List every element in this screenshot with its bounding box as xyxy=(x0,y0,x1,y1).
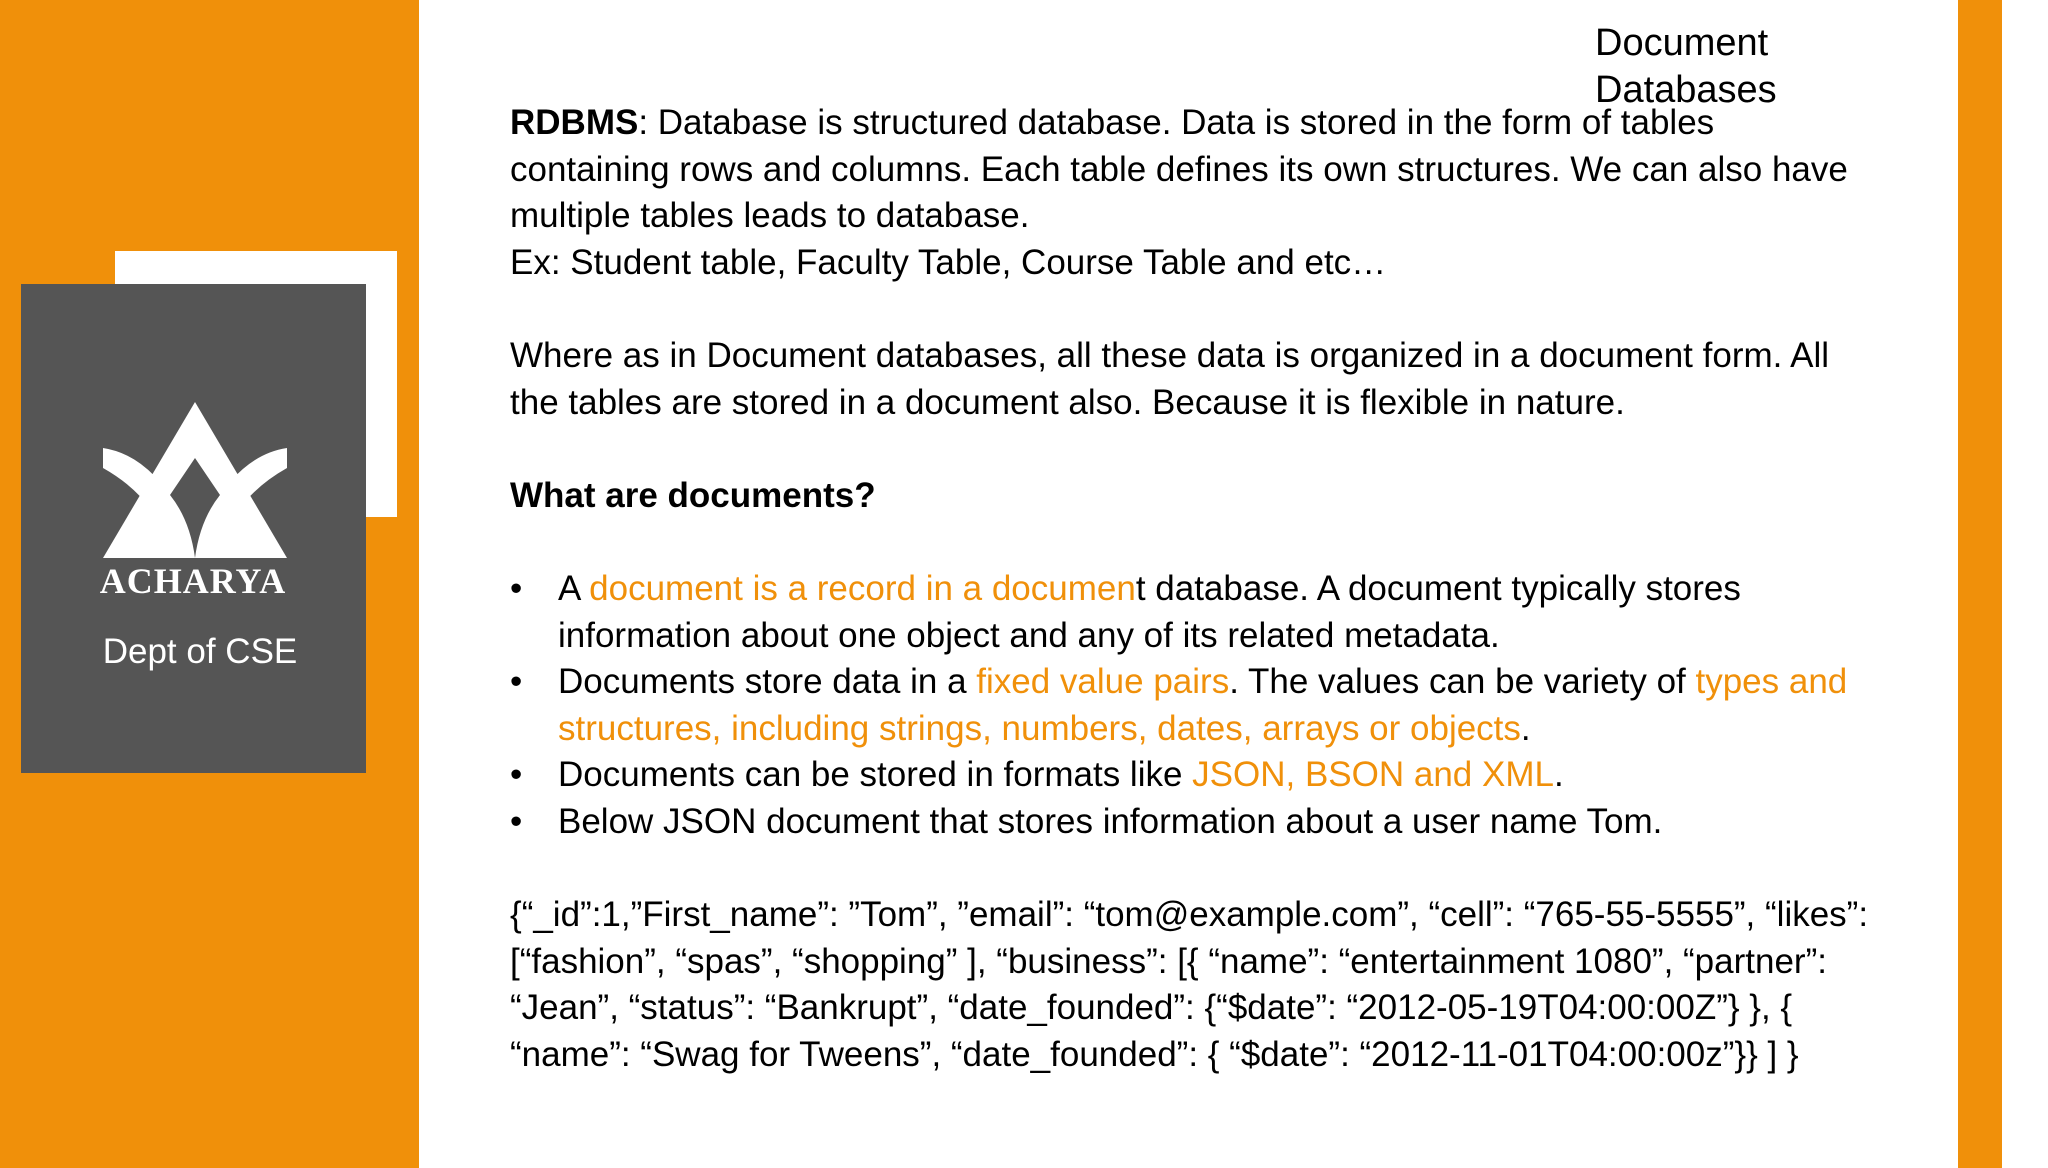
acharya-logo-icon xyxy=(100,400,290,565)
question-text: What are documents? xyxy=(510,475,876,515)
rdbms-text: : Database is structured database. Data is stored in the form of tables containing rows and columns. Each table defines its own structures. We can also have multiple tables leads to database. xyxy=(510,103,1848,236)
bullet-text: . xyxy=(1520,708,1531,748)
highlighted-text: JSON, BSON and XML xyxy=(1192,755,1554,795)
department-label: Dept of CSE xyxy=(102,632,298,671)
highlighted-text: fixed value pairs xyxy=(976,662,1230,702)
bullet-text: Documents store data in a xyxy=(558,662,977,702)
document-db-paragraph: Where as in Document databases, all these data is organized in a document form. All the tables are stored in a document also. Because it is flexible in nature. xyxy=(510,335,1830,422)
spacer xyxy=(510,286,1880,333)
bullet-text: t database. A document typically stores information about one object and any of its related metadata. xyxy=(558,568,1741,655)
bullet-text: Documents can be stored in formats like xyxy=(558,755,1193,795)
highlighted-text: types and structures, including strings, numbers, dates, arrays or objects xyxy=(558,662,1848,748)
bullet-text: Below JSON document that stores information about a user name Tom. xyxy=(558,801,1663,841)
bullet-list xyxy=(510,566,1880,846)
spacer xyxy=(510,426,1880,473)
bullet-item xyxy=(510,752,1880,799)
slide-title: Document Databases xyxy=(1595,22,1777,111)
example-line: Ex: Student table, Faculty Table, Course Table and etc… xyxy=(510,242,1387,282)
bullet-marker: • xyxy=(510,801,523,841)
right-accent-band xyxy=(1958,0,2002,1168)
bullet-text: . xyxy=(1553,755,1564,795)
bullet-text: . The values can be variety of xyxy=(1229,662,1696,702)
bullet-item xyxy=(510,799,1880,846)
rdbms-paragraph xyxy=(510,100,1880,240)
slide-body xyxy=(510,100,1880,1078)
bullet-item xyxy=(510,659,1880,752)
bullet-marker: • xyxy=(510,662,523,702)
spacer xyxy=(510,846,1880,893)
spacer xyxy=(510,519,1880,566)
question-heading xyxy=(510,473,1880,520)
bullet-marker: • xyxy=(510,568,523,608)
bullet-text: A xyxy=(558,568,590,608)
logo-wordmark: ACHARYA xyxy=(99,561,287,601)
json-example: {“_id”:1,”First_name”: ”Tom”, ”email”: “tom@example.com”, “cell”: “765-55-5555”, “likes”: [“fashion”, “spas”, “shopping” ], “business”: [{ “name”: “entertainment 1080”, “partner”: “Jean”, “status”: “Bankrupt”, “date_founded”: {“$date”: “2012-05-19T04:00:00Z”} }, { “name”: “Swag for Tweens”, “date_founded”: { “$date”: “2012-11-01T04:00:00z”}} ] } xyxy=(510,895,1869,1074)
highlighted-text: document is a record in a documen xyxy=(589,568,1136,608)
bullet-item xyxy=(510,566,1880,659)
bullet-marker: • xyxy=(510,755,523,795)
rdbms-label: RDBMS xyxy=(510,103,639,142)
